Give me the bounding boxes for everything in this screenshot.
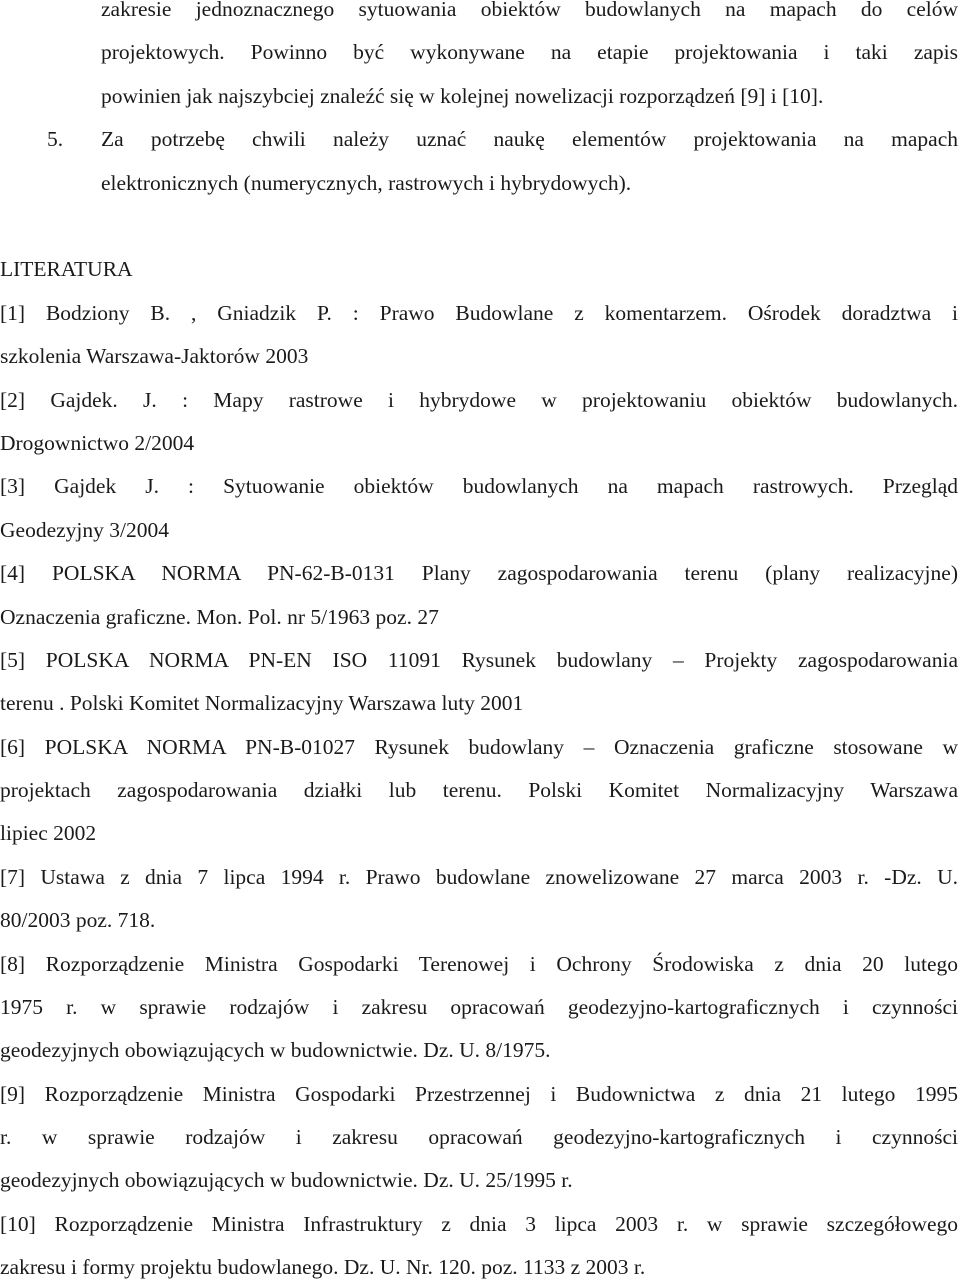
reference-line: r. w sprawie rodzajów i zakresu opracowań geodezyjno-kartograficznych i czynności <box>0 1125 958 1149</box>
reference-line: lipiec 2002 <box>0 821 97 845</box>
reference-line: [3] Gajdek J. : Sytuowanie obiektów budowlanych na mapach rastrowych. Przegląd <box>0 474 958 498</box>
body-text-line: projektowych. Powinno być wykonywane na etapie projektowania i taki zapis <box>101 40 958 64</box>
reference-line: Geodezyjny 3/2004 <box>0 518 169 542</box>
reference-line: [7] Ustawa z dnia 7 lipca 1994 r. Prawo budowlane znowelizowane 27 marca 2003 r. -Dz. U. <box>0 865 958 889</box>
reference-line: 1975 r. w sprawie rodzajów i zakresu opracowań geodezyjno-kartograficznych i czynności <box>0 995 958 1019</box>
reference-line: zakresu i formy projektu budowlanego. Dz. U. Nr. 120. poz. 1133 z 2003 r. <box>0 1255 646 1279</box>
body-text-line: zakresie jednoznacznego sytuowania obiektów budowlanych na mapach do celów <box>101 0 958 21</box>
reference-line: [8] Rozporządzenie Ministra Gospodarki Terenowej i Ochrony Środowiska z dnia 20 lutego <box>0 952 958 976</box>
body-text-line: Za potrzebę chwili należy uznać naukę elementów projektowania na mapach <box>101 127 958 151</box>
body-text-line: elektronicznych (numerycznych, rastrowych i hybrydowych). <box>101 171 632 195</box>
section-heading: LITERATURA <box>0 257 133 281</box>
reference-line: terenu . Polski Komitet Normalizacyjny Warszawa luty 2001 <box>0 691 524 715</box>
reference-line: szkolenia Warszawa-Jaktorów 2003 <box>0 344 309 368</box>
list-item-number: 5. <box>47 127 64 151</box>
reference-line: geodezyjnych obowiązujących w budownictwie. Dz. U. 8/1975. <box>0 1038 551 1062</box>
reference-line: [1] Bodziony B. , Gniadzik P. : Prawo Budowlane z komentarzem. Ośrodek doradztwa i <box>0 301 958 325</box>
reference-line: [6] POLSKA NORMA PN-B-01027 Rysunek budowlany – Oznaczenia graficzne stosowane w <box>0 735 958 759</box>
body-text-line: powinien jak najszybciej znaleźć się w kolejnej nowelizacji rozporządzeń [9] i [10]. <box>101 84 824 108</box>
reference-line: [9] Rozporządzenie Ministra Gospodarki Przestrzennej i Budownictwa z dnia 21 lutego 1995 <box>0 1082 958 1106</box>
reference-line: Drogownictwo 2/2004 <box>0 431 195 455</box>
reference-line: [2] Gajdek. J. : Mapy rastrowe i hybrydowe w projektowaniu obiektów budowlanych. <box>0 388 958 412</box>
reference-line: projektach zagospodarowania działki lub terenu. Polski Komitet Normalizacyjny Warszawa <box>0 778 958 802</box>
reference-line: [10] Rozporządzenie Ministra Infrastruktury z dnia 3 lipca 2003 r. w sprawie szczegółowego <box>0 1212 958 1236</box>
reference-line: geodezyjnych obowiązujących w budownictwie. Dz. U. 25/1995 r. <box>0 1168 573 1192</box>
reference-line: Oznaczenia graficzne. Mon. Pol. nr 5/1963 poz. 27 <box>0 605 439 629</box>
reference-line: [5] POLSKA NORMA PN-EN ISO 11091 Rysunek budowlany – Projekty zagospodarowania <box>0 648 958 672</box>
reference-line: [4] POLSKA NORMA PN-62-B-0131 Plany zagospodarowania terenu (plany realizacyjne) <box>0 561 958 585</box>
reference-line: 80/2003 poz. 718. <box>0 908 156 932</box>
